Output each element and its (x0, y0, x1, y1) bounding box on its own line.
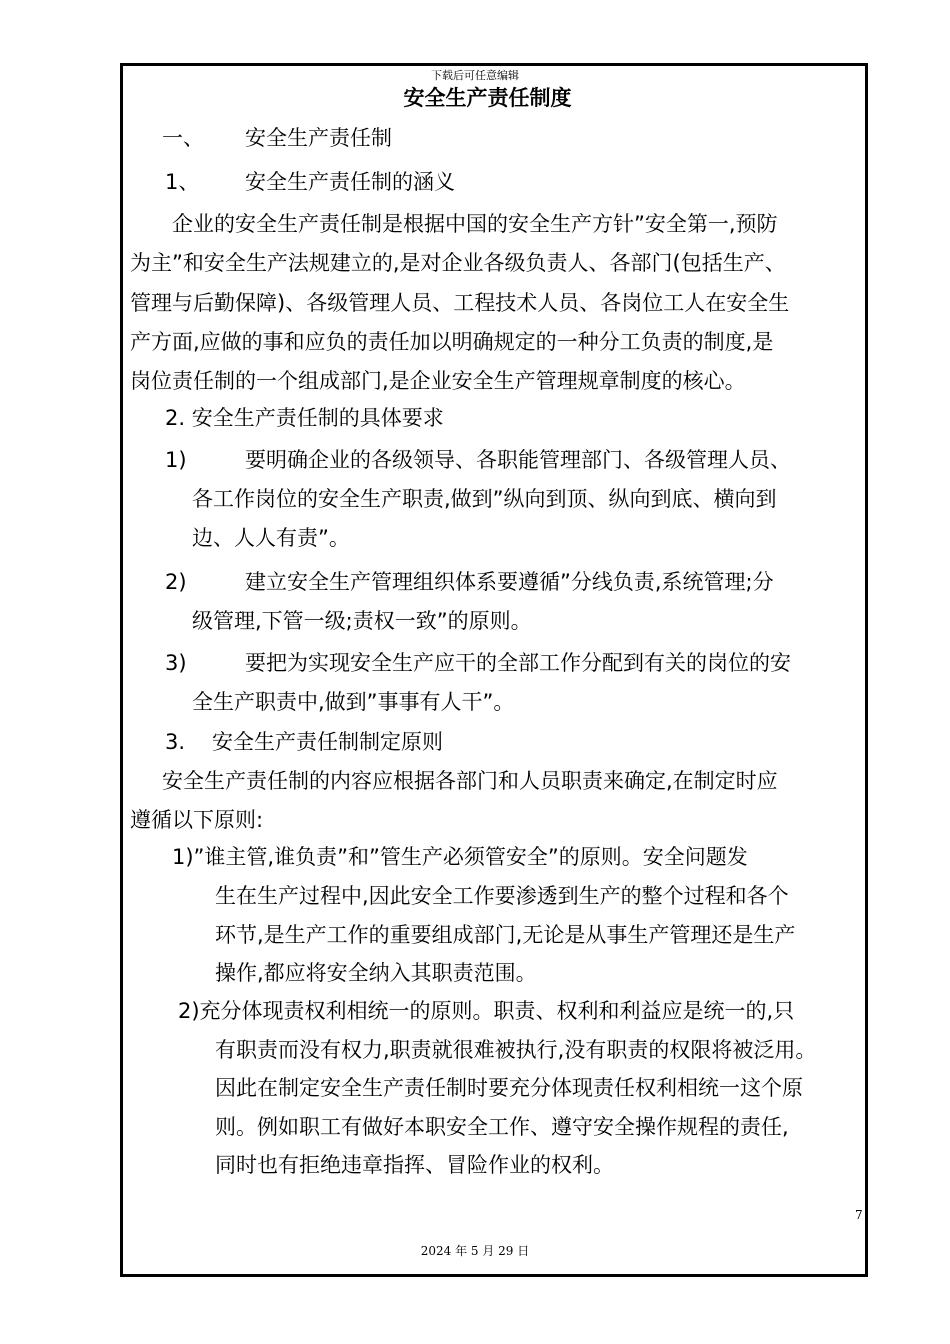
item-line: 要明确企业的各级领导、各职能管理部门、各级管理人员、 (245, 448, 791, 472)
header-note: 下载后可任意编辑 (431, 69, 519, 82)
section-3-number: 3. (165, 730, 186, 754)
section-2-title: 2. 安全生产责任制的具体要求 (165, 406, 444, 430)
paragraph-line: 企业的安全生产责任制是根据中国的安全生产方针”安全第一,预防 (172, 212, 778, 236)
item-line: 要把为实现安全生产应干的全部工作分配到有关的岗位的安 (245, 651, 791, 675)
item-1-number: 1) (165, 448, 187, 472)
section-1-1-title: 安全生产责任制的涵义 (245, 170, 455, 194)
rule-line: 因此在制定安全生产责任制时要充分体现责任权利相统一这个原 (215, 1076, 803, 1100)
rule-line: 同时也有拒绝违章指挥、冒险作业的权利。 (215, 1153, 614, 1177)
item-2-number: 2) (165, 570, 187, 594)
rule-line: 有职责而没有权力,职责就很难被执行,没有职责的权限将被泛用。 (215, 1038, 817, 1062)
section-1-1-number: 1、 (165, 170, 200, 194)
item-line: 各工作岗位的安全生产职责,做到”纵向到顶、纵向到底、横向到 (192, 487, 777, 511)
rule-line: 1)”谁主管,谁负责”和”管生产必须管安全”的原则。安全问题发 (172, 845, 748, 869)
paragraph-line: 管理与后勤保障)、各级管理人员、工程技术人员、各岗位工人在安全生 (130, 291, 790, 315)
paragraph-line: 岗位责任制的一个组成部门,是企业安全生产管理规章制度的核心。 (130, 369, 746, 393)
rule-line: 则。例如职工有做好本职安全工作、遵守安全操作规程的责任, (215, 1115, 789, 1139)
paragraph-line: 安全生产责任制的内容应根据各部门和人员职责来确定,在制定时应 (162, 769, 778, 793)
item-line: 级管理,下管一级;责权一致”的原则。 (192, 609, 532, 633)
item-3-number: 3) (165, 651, 187, 675)
rule-line: 2)充分体现责权利相统一的原则。职责、权利和利益应是统一的,只 (178, 999, 795, 1023)
footer-date: 2024 年 5 月 29 日 (420, 1244, 530, 1258)
item-line: 边、人人有责”。 (192, 526, 350, 550)
rule-line: 操作,都应将安全纳入其职责范围。 (215, 961, 537, 985)
section-3-title: 安全生产责任制制定原则 (212, 730, 443, 754)
item-line: 建立安全生产管理组织体系要遵循”分线负责,系统管理;分 (245, 570, 774, 594)
section-1-number: 一、 (162, 126, 204, 150)
rule-line: 生在生产过程中,因此安全工作要渗透到生产的整个过程和各个 (215, 884, 789, 908)
item-line: 全生产职责中,做到”事事有人干”。 (192, 690, 515, 714)
section-1-title: 安全生产责任制 (245, 126, 392, 150)
document-title: 安全生产责任制度 (403, 86, 572, 110)
paragraph-line: 产方面,应做的事和应负的责任加以明确规定的一种分工负责的制度,是 (130, 330, 774, 354)
page-number: 7 (855, 1208, 863, 1222)
paragraph-line: 遵循以下原则: (130, 808, 264, 832)
paragraph-line: 为主”和安全生产法规建立的,是对企业各级负责人、各部门(包括生产、 (130, 251, 786, 275)
rule-line: 环节,是生产工作的重要组成部门,无论是从事生产管理还是生产 (215, 923, 796, 947)
